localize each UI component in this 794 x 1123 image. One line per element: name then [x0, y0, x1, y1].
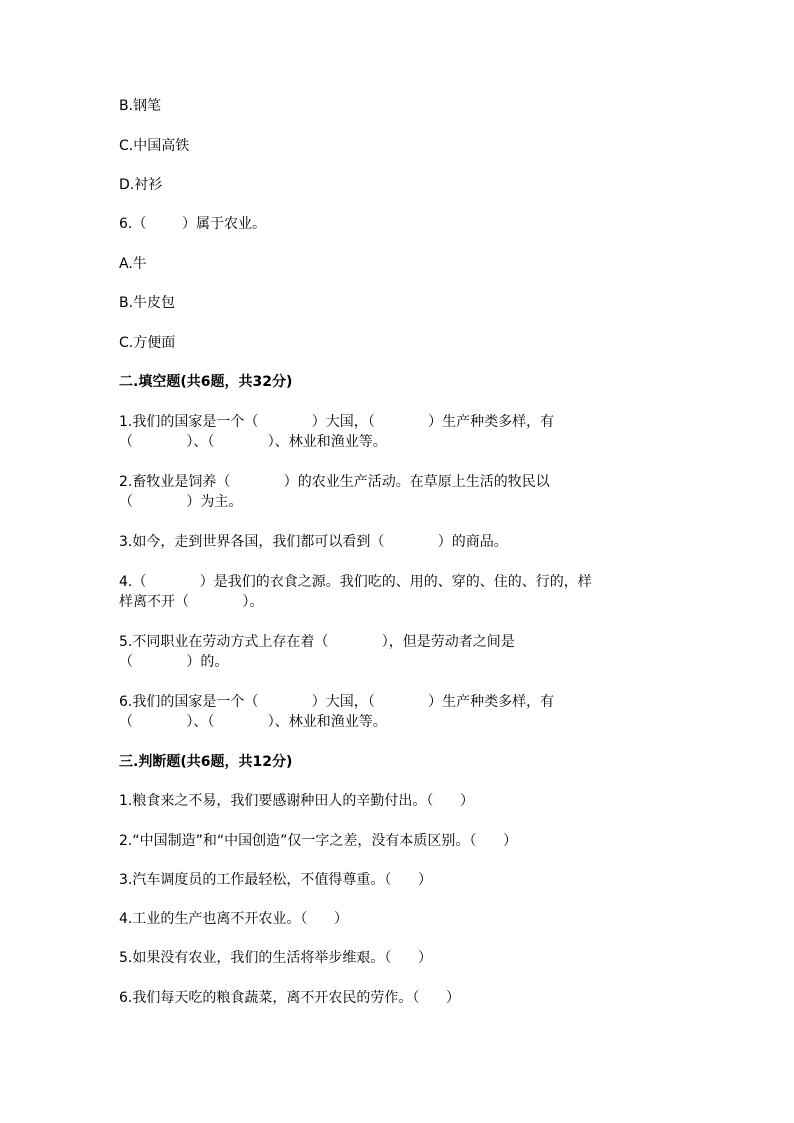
question-6-choice: 6.（ ）属于农业。 — [119, 216, 266, 232]
fill-question-2-line-2: （ ）为主。 — [119, 494, 243, 510]
fill-question-1-line-1: 1.我们的国家是一个（ ）大国，（ ）生产种类多样，有 — [119, 414, 555, 430]
section-heading-true-false: 三.判断题(共6题，共12分) — [119, 754, 293, 770]
fill-question-5-line-1: 5.不同职业在劳动方式上存在着（ ），但是劳动者之间是 — [119, 634, 515, 650]
fill-question-4-line-2: 样离不开（ ）。 — [119, 594, 264, 610]
option-c-high-speed-rail: C.中国高铁 — [119, 138, 190, 154]
section-heading-fill-blank: 二.填空题(共6题，共32分) — [119, 374, 293, 390]
fill-question-5-line-2: （ ）的。 — [119, 654, 229, 670]
fill-question-6-line-2: （ ）、（ ）、林业和渔业等。 — [119, 714, 387, 730]
judge-question-4: 4.工业的生产也离不开农业。（ ） — [119, 911, 349, 927]
judge-question-1: 1.粮食来之不易，我们要感谢种田人的辛勤付出。（ ） — [119, 793, 475, 809]
judge-question-2: 2.“中国制造”和“中国创造”仅一字之差，没有本质区别。（ ） — [119, 833, 518, 849]
option-a-cow: A.牛 — [119, 256, 147, 272]
judge-question-3: 3.汽车调度员的工作最轻松，不值得尊重。（ ） — [119, 872, 433, 888]
fill-question-6-line-1: 6.我们的国家是一个（ ）大国，（ ）生产种类多样，有 — [119, 694, 555, 710]
option-d-shirt: D.衬衫 — [119, 177, 163, 193]
option-b-pen: B.钢笔 — [119, 98, 162, 114]
judge-question-6: 6.我们每天吃的粮食蔬菜，离不开农民的劳作。（ ） — [119, 990, 461, 1006]
fill-question-4-line-1: 4.（ ）是我们的衣食之源。我们吃的、用的、穿的、住的、行的，样 — [119, 574, 592, 590]
option-c-instant-noodles: C.方便面 — [119, 335, 176, 351]
fill-question-1-line-2: （ ）、（ ）、林业和渔业等。 — [119, 434, 387, 450]
judge-question-5: 5.如果没有农业，我们的生活将举步维艰。（ ） — [119, 950, 433, 966]
option-b-leather-bag: B.牛皮包 — [119, 295, 176, 311]
fill-question-3: 3.如今，走到世界各国，我们都可以看到（ ）的商品。 — [119, 534, 508, 550]
fill-question-2-line-1: 2.畜牧业是饲养（ ）的农业生产活动。在草原上生活的牧民以 — [119, 474, 550, 490]
